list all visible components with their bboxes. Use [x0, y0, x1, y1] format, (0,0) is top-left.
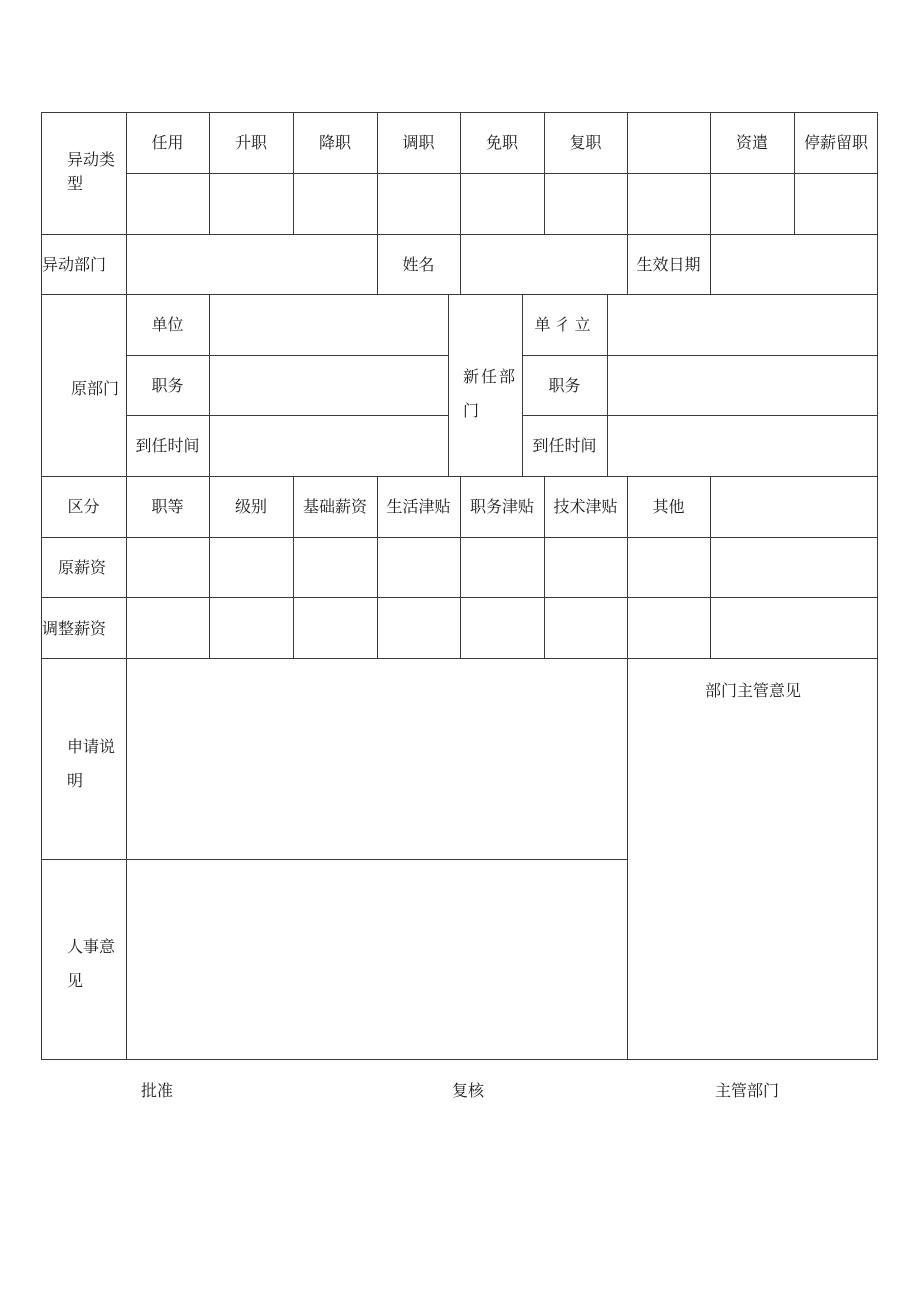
- dept-head-label: 主管部门: [715, 1081, 780, 1100]
- approve-label: 批准: [141, 1081, 174, 1100]
- new-dept-label-text: 新任部门: [463, 367, 518, 420]
- new-unit-label: 单彳立: [534, 315, 595, 334]
- option-transfer[interactable]: 调职: [402, 133, 435, 152]
- new-start-label: 到任时间: [532, 436, 597, 455]
- salary-header-label: 区分: [67, 497, 100, 516]
- salary-col-position: 职务津贴: [469, 497, 534, 516]
- new-dept-label: [463, 360, 521, 428]
- option-unpaid-leave[interactable]: 停薪留职: [803, 133, 868, 152]
- option-severance[interactable]: 资遣: [735, 133, 768, 152]
- salary-col-base: 基础薪资: [302, 497, 367, 516]
- application-label-text: 申请说明: [67, 737, 116, 790]
- option-reinstate[interactable]: 复职: [569, 133, 602, 152]
- review-label: 复核: [452, 1081, 485, 1100]
- original-dept-label: 原部门: [71, 379, 120, 398]
- hr-opinion-label-text: 人事意见: [67, 937, 116, 990]
- new-position-label: 职务: [548, 376, 581, 395]
- option-dismiss[interactable]: 免职: [485, 133, 518, 152]
- salary-col-level: 级别: [234, 497, 267, 516]
- change-type-label-text: 异动类型: [67, 150, 116, 193]
- name-label: 姓名: [402, 255, 435, 274]
- change-dept-label: 异动部门: [42, 255, 107, 274]
- original-position-label: 职务: [151, 376, 184, 395]
- salary-col-technical: 技术津贴: [553, 497, 618, 516]
- salary-col-other: 其他: [652, 497, 685, 516]
- salary-col-living: 生活津贴: [386, 497, 451, 516]
- change-type-label: [67, 148, 123, 196]
- original-unit-label: 单位: [151, 315, 184, 334]
- original-start-label: 到任时间: [135, 436, 200, 455]
- application-label: [67, 730, 125, 798]
- hr-opinion-label: [67, 930, 125, 998]
- manager-opinion-label: 部门主管意见: [704, 681, 801, 700]
- option-promote[interactable]: 升职: [234, 133, 267, 152]
- adjusted-salary-label: 调整薪资: [42, 619, 107, 638]
- option-demote[interactable]: 降职: [318, 133, 351, 152]
- option-appoint[interactable]: 任用: [151, 133, 184, 152]
- effective-date-label: 生效日期: [636, 255, 701, 274]
- salary-col-grade: 职等: [151, 497, 184, 516]
- personnel-change-form: [41, 112, 878, 1060]
- original-salary-label: 原薪资: [58, 558, 107, 577]
